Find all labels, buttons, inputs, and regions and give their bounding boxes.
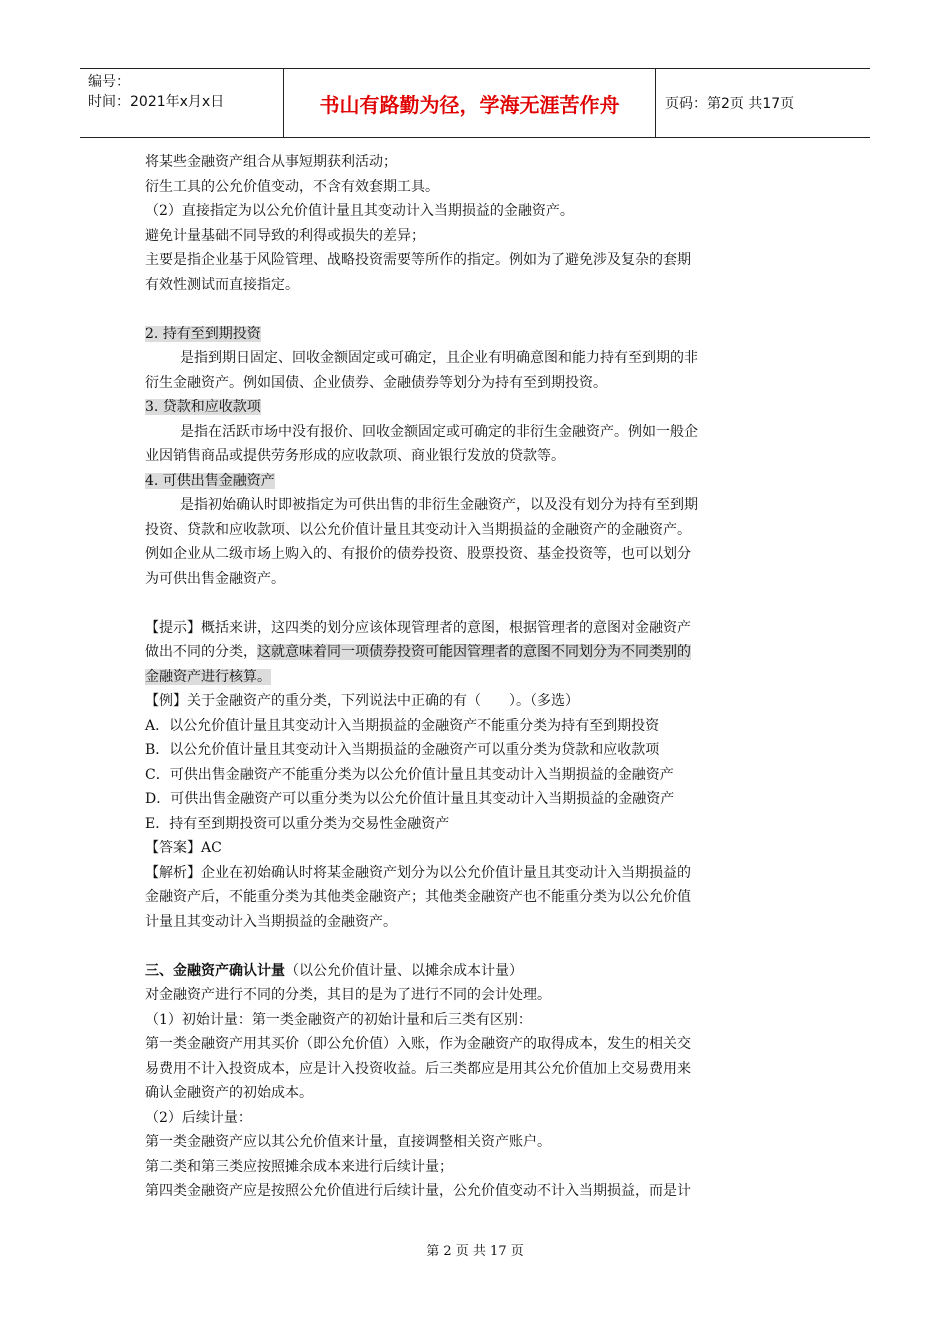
tip-highlight: 这就意味着同一项债券投资可能因管理者的意图不同划分为不同类别的 (257, 644, 691, 660)
option-a: A．以公允价值计量且其变动计入当期损益的金融资产不能重分类为持有至到期投资 (145, 717, 660, 734)
heading-loans-receivables: 3. 贷款和应收款项 (145, 399, 261, 415)
option-d: D．可供出售金融资产可以重分类为以公允价值计量且其变动计入当期损益的金融资产 (145, 791, 675, 807)
paragraph: 是指在活跃市场中没有报价、回收金额固定或可确定的非衍生金融资产。例如一般企 (180, 423, 698, 440)
tip-text: 做出不同的分类， (145, 644, 257, 660)
paragraph: 主要是指企业基于风险管理、战略投资需要等所作的指定。例如为了避免涉及复杂的套期 (145, 252, 691, 268)
option-b: B．以公允价值计量且其变动计入当期损益的金融资产可以重分类为贷款和应收款项 (145, 742, 660, 758)
paragraph: 第一类金融资产应以其公允价值来计量，直接调整相关资产账户。 (145, 1134, 551, 1150)
header-page-info-text: 页码：第2页 共17页 (665, 96, 795, 112)
heading-available-for-sale: 4. 可供出售金融资产 (145, 472, 275, 489)
analysis: 【解析】企业在初始确认时将某金融资产划分为以公允价值计量且其变动计入当期损益的 (145, 864, 691, 881)
document-body (145, 150, 810, 1204)
paragraph: 易费用不计入投资成本，应是计入投资收益。后三类都应是用其公允价值加上交易费用来 (145, 1060, 691, 1077)
option-c: C．可供出售金融资产不能重分类为以公允价值计量且其变动计入当期损益的金融资产 (145, 766, 674, 783)
paragraph: 是指到期日固定、回收金额固定或可确定，且企业有明确意图和能力持有至到期的非 (180, 350, 698, 366)
page-footer: 第 2 页 共 17 页 (426, 1244, 524, 1259)
paragraph: 对金融资产进行不同的分类，其目的是为了进行不同的会计处理。 (145, 987, 551, 1003)
header-meta (80, 69, 284, 137)
paragraph: （2）直接指定为以公允价值计量且其变动计入当期损益的金融资产。 (145, 203, 574, 219)
paragraph: 为可供出售金融资产。 (145, 570, 285, 587)
analysis: 计量且其变动计入当期损益的金融资产。 (145, 913, 397, 930)
option-e: E．持有至到期投资可以重分类为交易性金融资产 (145, 815, 450, 832)
tip-line (145, 640, 810, 665)
paragraph: 第四类金融资产应是按照公允价值进行后续计量，公允价值变动不计入当期损益，而是计 (145, 1183, 691, 1199)
answer: 【答案】AC (145, 840, 222, 856)
paragraph: 避免计量基础不同导致的利得或损失的差异； (145, 227, 425, 244)
paragraph: 投资、贷款和应收款项、以公允价值计量且其变动计入当期损益的金融资产的金融资产。 (145, 521, 691, 538)
header-number: 编号： (88, 74, 130, 90)
header-date: 时间：2021年x月x日 (88, 94, 225, 110)
section-subtitle: （以公允价值计量、以摊余成本计量） (285, 962, 523, 979)
paragraph: 第二类和第三类应按照摊余成本来进行后续计量； (145, 1158, 453, 1175)
header-page-info (665, 69, 870, 137)
header-motto: 书山有路勤为径，学海无涯苦作舟 (284, 69, 656, 137)
page-header (80, 68, 870, 138)
paragraph: 确认金融资产的初始成本。 (145, 1085, 313, 1101)
paragraph: 第一类金融资产用其买价（即公允价值）入账，作为金融资产的取得成本，发生的相关交 (145, 1036, 691, 1052)
heading-held-to-maturity: 2. 持有至到期投资 (145, 325, 261, 342)
section-title: 三、金融资产确认计量 (145, 962, 285, 979)
paragraph: 是指初始确认时即被指定为可供出售的非衍生金融资产，以及没有划分为持有至到期 (180, 497, 698, 513)
paragraph: 例如企业从二级市场上购入的、有报价的债券投资、股票投资、基金投资等，也可以划分 (145, 546, 691, 562)
paragraph: 衍生金融资产。例如国债、企业债券、金融债券等划分为持有至到期投资。 (145, 374, 607, 391)
paragraph: 有效性测试而直接指定。 (145, 276, 299, 293)
paragraph: 业因销售商品或提供劳务形成的应收款项、商业银行发放的贷款等。 (145, 448, 565, 464)
paragraph: （2）后续计量： (145, 1109, 252, 1126)
example-question: 【例】关于金融资产的重分类，下列说法中正确的有（ ）。（多选） (145, 693, 579, 709)
section-heading (145, 959, 810, 984)
paragraph: 衍生工具的公允价值变动，不含有效套期工具。 (145, 178, 439, 195)
tip-highlight: 金融资产进行核算。 (145, 668, 271, 685)
paragraph: （1）初始计量：第一类金融资产的初始计量和后三类有区别： (145, 1011, 532, 1028)
tip-line: 【提示】概括来讲，这四类的划分应该体现管理者的意图，根据管理者的意图对金融资产 (145, 619, 691, 636)
analysis: 金融资产后，不能重分类为其他类金融资产；其他类金融资产也不能重分类为以公允价值 (145, 889, 691, 905)
paragraph: 将某些金融资产组合从事短期获利活动； (145, 154, 397, 170)
